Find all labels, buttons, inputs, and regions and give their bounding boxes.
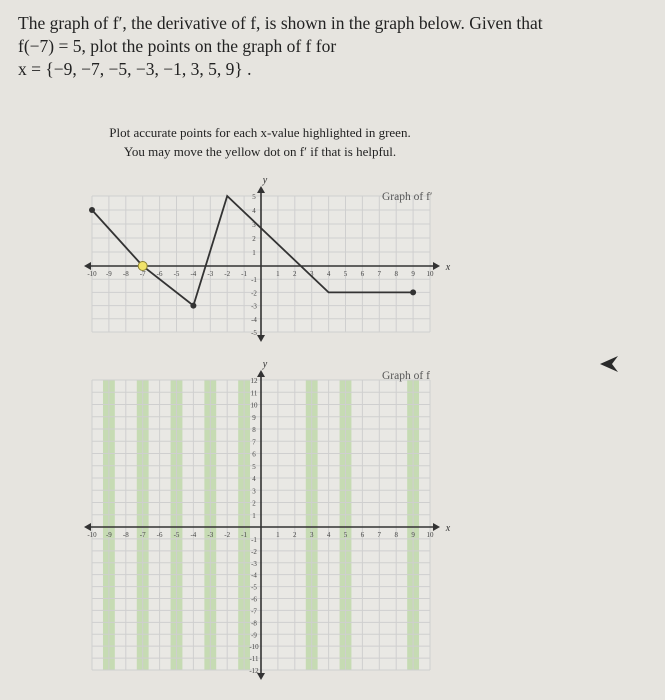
x-tick-label: 1 — [276, 270, 280, 278]
x-axis-arrow-left — [84, 262, 91, 270]
y-tick-label: 8 — [252, 426, 256, 434]
endpoint-dot — [410, 289, 416, 295]
x-tick-label: -10 — [87, 270, 97, 278]
y-tick-label: -2 — [251, 289, 257, 298]
x-axis-arrow-left — [84, 523, 91, 531]
x-tick-label: -1 — [241, 270, 248, 278]
y-tick-label: 3 — [252, 221, 256, 229]
y-tick-label: 4 — [252, 207, 256, 215]
problem-line-2: f(−7) = 5, plot the points on the graph of f for — [18, 36, 337, 56]
mouse-pointer-icon — [598, 355, 620, 373]
y-tick-label: -7 — [251, 607, 257, 616]
x-tick-label: -3 — [207, 270, 214, 278]
y-tick-label: -2 — [251, 547, 257, 556]
y-tick-label: 6 — [252, 450, 256, 459]
x-tick-label: 9 — [411, 531, 415, 539]
x-axis-arrow-right — [433, 262, 440, 270]
y-tick-label: 9 — [252, 413, 256, 422]
x-tick-label: -5 — [173, 531, 180, 539]
y-axis-arrow-down — [257, 335, 265, 342]
x-tick-label: -6 — [156, 531, 163, 539]
y-tick-label: 4 — [252, 475, 256, 483]
x-tick-label: -2 — [224, 270, 231, 278]
x-tick-label: -7 — [139, 270, 146, 278]
x-tick-label: 2 — [293, 270, 297, 278]
x-tick-label: 9 — [411, 270, 415, 278]
x-tick-label: -9 — [105, 531, 112, 539]
x-axis-label: x — [445, 262, 451, 273]
y-tick-label: -3 — [251, 559, 257, 568]
y-tick-label: -8 — [251, 619, 257, 628]
x-tick-label: -7 — [139, 531, 146, 539]
y-tick-label: -5 — [251, 583, 257, 592]
x-tick-label: 10 — [426, 270, 434, 278]
endpoint-dot — [89, 207, 95, 213]
y-tick-label: 3 — [252, 487, 256, 496]
y-tick-label: -5 — [251, 329, 257, 337]
y-tick-label: -1 — [251, 276, 257, 285]
y-tick-label: -9 — [251, 631, 257, 640]
x-tick-label: 10 — [426, 531, 434, 539]
x-tick-label: -8 — [122, 531, 129, 539]
x-tick-label: 5 — [343, 531, 348, 539]
x-tick-label: -4 — [190, 270, 197, 278]
x-tick-label: 5 — [343, 270, 348, 278]
y-axis-label: y — [262, 175, 268, 186]
x-tick-label: -4 — [190, 531, 197, 539]
y-tick-label: 11 — [250, 389, 258, 398]
chart-f — [84, 359, 451, 680]
x-tick-label: -9 — [105, 270, 112, 278]
x-tick-label: -10 — [87, 531, 97, 539]
problem-line-1: The graph of f′, the derivative of f, is shown in the graph below. Given that — [18, 13, 543, 33]
x-tick-label: 1 — [276, 531, 280, 539]
x-tick-label: 8 — [394, 531, 398, 539]
x-tick-label: 3 — [309, 531, 314, 539]
y-tick-label: 2 — [252, 235, 256, 243]
y-tick-label: 12 — [250, 377, 258, 385]
y-tick-label: -1 — [251, 535, 257, 544]
y-tick-label: 1 — [252, 249, 256, 257]
x-tick-label: 4 — [326, 270, 331, 278]
x-tick-label: 7 — [377, 531, 382, 539]
y-tick-label: -12 — [249, 667, 259, 675]
y-tick-label: 7 — [252, 438, 256, 447]
y-tick-label: -4 — [251, 315, 257, 324]
x-axis-arrow-right — [433, 523, 440, 531]
x-tick-label: 6 — [360, 270, 365, 278]
y-tick-label: 10 — [250, 401, 258, 410]
instruction-line-1: Plot accurate points for each x-value highlighted in green. — [109, 125, 411, 140]
x-axis-label: x — [445, 523, 451, 534]
y-tick-label: -11 — [249, 655, 259, 664]
y-tick-label: -6 — [251, 595, 257, 604]
y-axis-label: y — [262, 359, 268, 370]
x-tick-label: -1 — [241, 531, 248, 539]
y-tick-label: 1 — [252, 511, 256, 520]
chart-f-prime — [84, 175, 451, 342]
y-axis-arrow-up — [257, 370, 265, 377]
x-tick-label: 3 — [309, 270, 314, 278]
x-tick-label: -6 — [156, 270, 163, 278]
y-tick-label: 2 — [252, 499, 256, 508]
x-tick-label: -3 — [207, 531, 214, 539]
x-tick-label: 2 — [293, 531, 297, 539]
chart-title: Graph of f — [382, 370, 430, 382]
y-tick-label: 5 — [252, 193, 256, 201]
x-tick-label: -8 — [122, 270, 129, 278]
endpoint-dot — [190, 303, 196, 309]
x-tick-label: 6 — [360, 531, 365, 539]
y-tick-label: 5 — [252, 462, 256, 471]
movable-yellow-dot[interactable] — [138, 262, 147, 271]
x-tick-label: 8 — [394, 270, 398, 278]
chart-title: Graph of f′ — [382, 191, 433, 203]
x-tick-label: -2 — [224, 531, 231, 539]
instruction-line-2: You may move the yellow dot on f′ if that is helpful. — [123, 144, 397, 159]
y-tick-label: -4 — [251, 571, 257, 580]
y-axis-arrow-up — [257, 186, 265, 193]
y-tick-label: -3 — [251, 302, 257, 311]
y-tick-label: -10 — [249, 643, 259, 652]
x-tick-label: 4 — [326, 531, 331, 539]
x-tick-label: 7 — [377, 270, 382, 278]
x-tick-label: -5 — [173, 270, 180, 278]
problem-line-3: x = {−9, −7, −5, −3, −1, 3, 5, 9} . — [18, 59, 252, 79]
